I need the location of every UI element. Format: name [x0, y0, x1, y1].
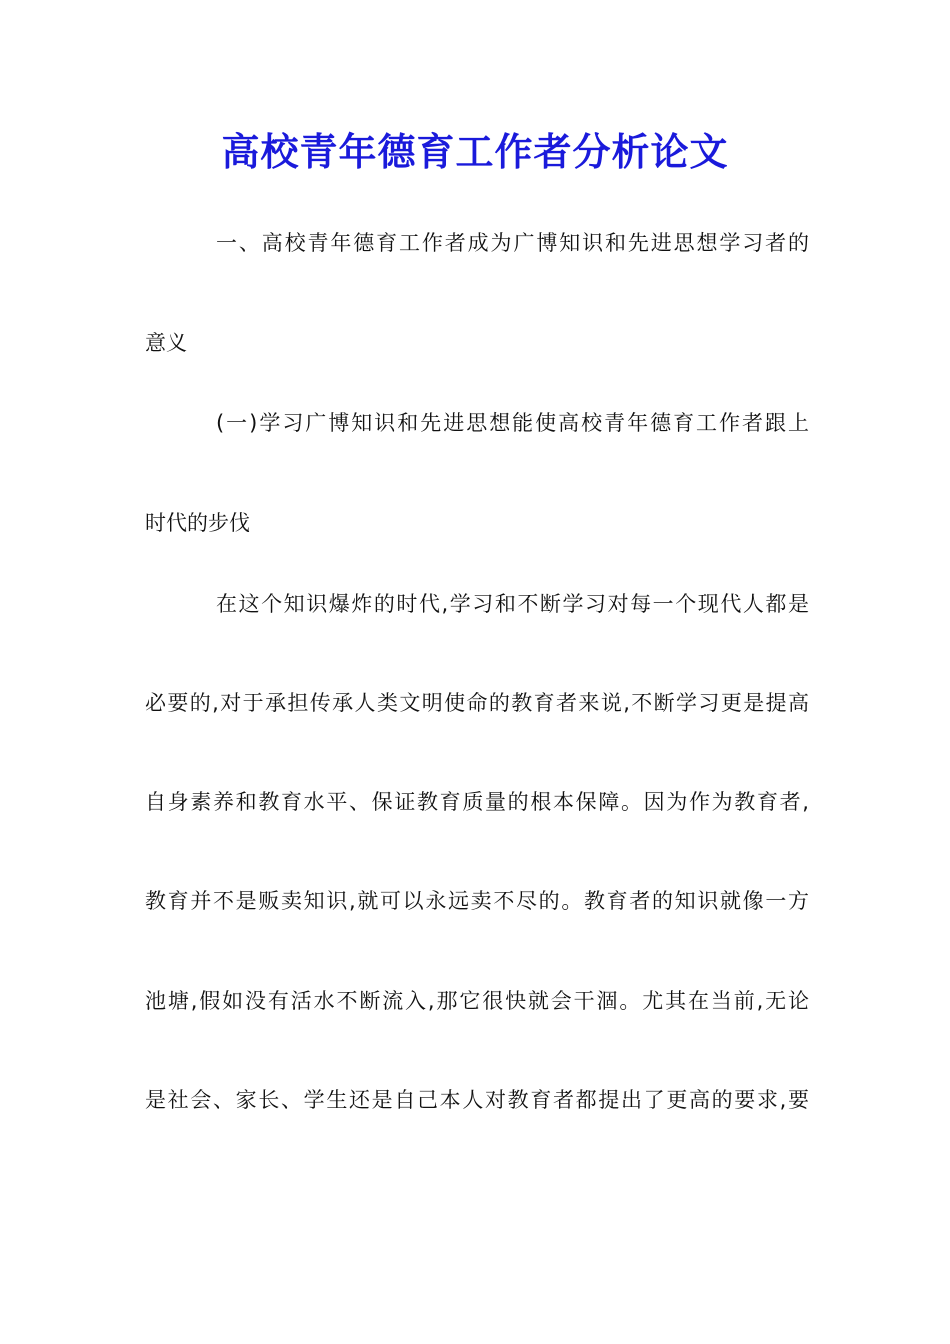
subheading-1-line-1: (一)学习广博知识和先进思想能使高校青年德育工作者跟上: [216, 411, 809, 435]
paragraph-line-6: 是社会、家长、学生还是自己本人对教育者都提出了更高的要求,要: [145, 1088, 809, 1112]
document-title: 高校青年德育工作者分析论文: [221, 129, 729, 174]
paragraph-line-5: 池塘,假如没有活水不断流入,那它很快就会干涸。尤其在当前,无论: [145, 989, 809, 1013]
paragraph-line-1: 在这个知识爆炸的时代,学习和不断学习对每一个现代人都是: [216, 592, 809, 616]
paragraph-line-4: 教育并不是贩卖知识,就可以永远卖不尽的。教育者的知识就像一方: [145, 889, 809, 913]
heading-1-line-2: 意义: [145, 331, 187, 355]
heading-1-line-1: 一、高校青年德育工作者成为广博知识和先进思想学习者的: [216, 231, 809, 255]
paragraph-line-2: 必要的,对于承担传承人类文明使命的教育者来说,不断学习更是提高: [145, 691, 809, 715]
subheading-1-line-2: 时代的步伐: [145, 511, 250, 535]
paragraph-line-3: 自身素养和教育水平、保证教育质量的根本保障。因为作为教育者,: [145, 790, 809, 814]
